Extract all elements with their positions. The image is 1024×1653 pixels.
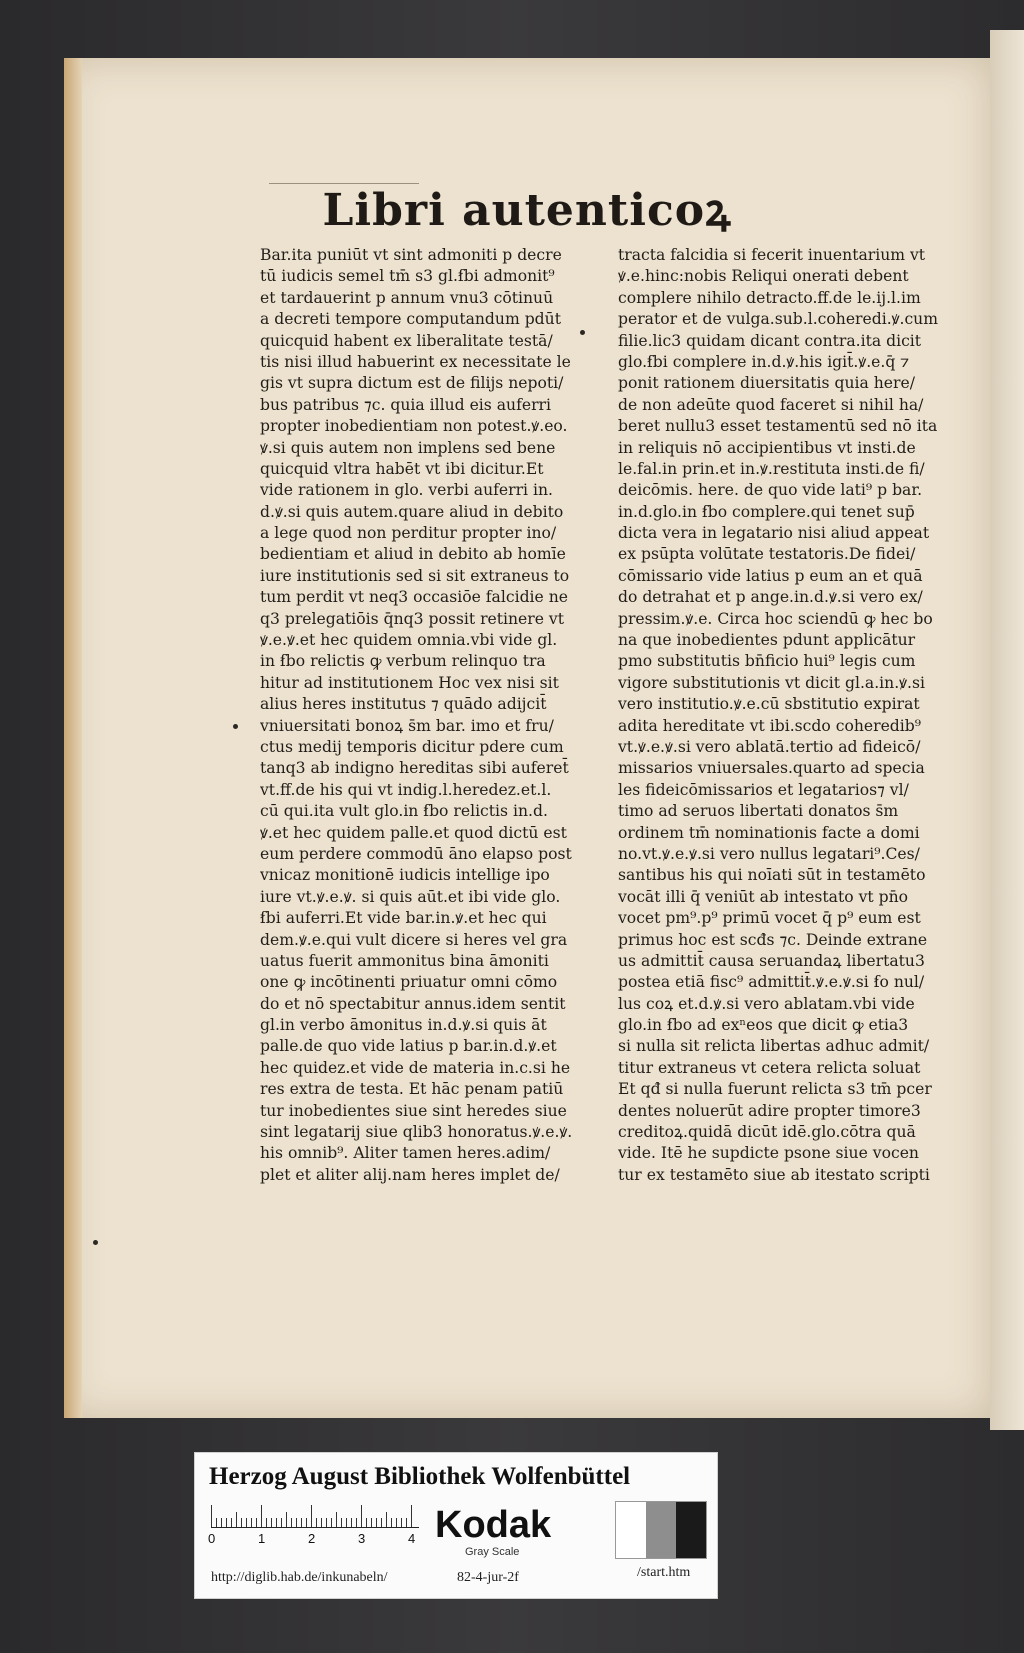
ruler-tick: [361, 1505, 362, 1527]
kodak-logo: Kodak: [435, 1504, 552, 1546]
ruler-tick: [211, 1505, 212, 1527]
ruler-tick: [371, 1518, 372, 1527]
gray-scale-label: Gray Scale: [465, 1546, 520, 1558]
text-line: us admittit̄ causa seruandaꝝ libertatu3: [618, 951, 925, 970]
text-line: dentes noluerūt adire propter timore3: [618, 1101, 921, 1120]
text-line: creditoꝝ.quidā dicūt idē.glo.cōtra quā: [618, 1123, 916, 1142]
swatch-black: [676, 1502, 706, 1558]
text-line: gl.in verbo āmonitus in.d.ꝟ.si quis āt: [260, 1016, 547, 1035]
ruler-tick: [401, 1518, 402, 1527]
text-line: in ẜbo relictis ꝙ verbum relinquo tra: [260, 652, 546, 671]
text-line: tracta falcidia si fecerit inuentarium vt: [618, 246, 926, 264]
text-line: in reliquis nō accipientibus vt insti.de: [618, 438, 916, 457]
ruler-tick: [276, 1518, 277, 1527]
ruler-tick: [311, 1505, 312, 1527]
ruler-tick: [301, 1518, 302, 1527]
swatch-white: [616, 1502, 646, 1558]
ruler-tick: [346, 1518, 347, 1527]
ruler-tick: [331, 1518, 332, 1527]
text-line: complere nihilo detracto.ff.de le.ij.l.im: [618, 288, 921, 307]
text-line: glo.ẜbi complere in.d.ꝟ.his igit̄.ꝟ.e.q̄ ⁊: [618, 352, 910, 371]
text-line: vocāt illi q̄ veniūt ab intestato vt pn̄o: [618, 887, 909, 906]
text-line: missarios vniuersales.quarto ad specia: [618, 759, 925, 778]
ruler-tick: [256, 1518, 257, 1527]
ruler-tick: [281, 1518, 282, 1527]
text-line: adita hereditate vt ibi.scdo coheredib⁹: [618, 716, 922, 735]
text-line: q3 prelegatiōis q̄nq3 possit retinere vt: [260, 609, 565, 628]
text-line: do et nō spectabitur annus.idem sentit: [260, 994, 566, 1013]
scale-number: 3: [358, 1531, 366, 1546]
text-line: tū iudicis semel tm̄ s3 gl.ẜbi admonit⁹: [260, 267, 555, 286]
ink-dot: [580, 330, 585, 335]
text-line: palle.de quo vide latius p bar.in.d.ꝟ.et: [260, 1037, 557, 1056]
text-line: vt.ꝟ.e.ꝟ.si vero ablatā.tertio ad fideicō/: [618, 737, 921, 756]
library-name: Herzog August Bibliothek Wolfenbüttel: [209, 1463, 631, 1490]
text-line: tis nisi illud habuerint ex necessitate le: [260, 352, 571, 371]
ruler-tick: [321, 1518, 322, 1527]
ruler-tick: [306, 1518, 307, 1527]
ruler-tick: [341, 1518, 342, 1527]
text-line: a decreti tempore computandum pdūt: [260, 310, 561, 329]
scale-number: 2: [308, 1531, 316, 1546]
ruler-tick: [376, 1518, 377, 1527]
ruler-tick: [406, 1518, 407, 1527]
text-line: ẜbi auferri.Et vide bar.in.ꝟ.et hec qui: [260, 909, 547, 928]
text-line: d.ꝟ.si quis autem.quare aliud in debito: [260, 502, 564, 521]
ruler-tick: [386, 1512, 387, 1527]
adjacent-page-edge: [990, 30, 1024, 1430]
text-line: ꝟ.et hec quidem palle.et quod dictū est: [260, 823, 567, 842]
ruler-tick: [326, 1518, 327, 1527]
ruler-tick: [216, 1518, 217, 1527]
page-title: Libri autenticoꝝ: [322, 185, 732, 236]
text-line: res extra de testa. Et hāc penam patiū: [260, 1080, 564, 1099]
text-line: no.vt.ꝟ.e.ꝟ.si vero nullus legatari⁹.Ces/: [618, 844, 920, 863]
text-line: bus patribus ⁊c. quia illud eis auferri: [260, 395, 551, 414]
left-text-column: [260, 245, 604, 1186]
text-line: ctus medij temporis dicitur pdere cum: [260, 737, 564, 756]
text-line: one ꝙ incōtinenti priuatur omni cōmo: [260, 973, 558, 992]
text-line: filie.lic3 quidam dicant contra.ita dicit: [618, 331, 922, 350]
text-line: ꝟ.e.hinc:nobis Reliqui onerati debent: [618, 267, 909, 286]
gray-swatches: [615, 1501, 707, 1559]
text-line: postea etiā fisc⁹ admittit̄.ꝟ.e.ꝟ.si ẜo nul/: [618, 973, 925, 992]
ruler-tick: [246, 1518, 247, 1527]
ruler-tick: [266, 1518, 267, 1527]
text-line: bedientiam et aliud in debito ab homīe: [260, 545, 566, 564]
text-line: ꝟ.si quis autem non implens sed bene: [260, 438, 556, 457]
text-line: quicquid vltra habēt vt ibi dicitur.Et: [260, 459, 544, 478]
text-line: vero institutio.ꝟ.e.cū sbstitutio expirat: [618, 695, 920, 714]
ruler-tick: [411, 1505, 412, 1527]
text-line: vnicaz monitionē iudicis intellige ipo: [260, 866, 550, 885]
ruler-tick: [221, 1518, 222, 1527]
text-line: vocet pm⁹.p⁹ primū vocet q̄ p⁹ eum est: [618, 909, 921, 928]
text-line: tanq3 ab indigno hereditas sibi auferet̄: [260, 759, 569, 778]
ruler-tick: [251, 1518, 252, 1527]
text-line: vide. Itē he supdicte psone siue vocen: [618, 1144, 919, 1163]
text-line: et tardauerint p annum vnu3 cōtinuū: [260, 288, 554, 307]
shelf-signature: 82-4-jur-2f: [457, 1570, 519, 1585]
text-line: quicquid habent ex liberalitate testā/: [260, 331, 553, 350]
text-line: titur extraneus vt cetera relicta soluat: [618, 1058, 921, 1077]
text-line: iure institutionis sed si sit extraneus to: [260, 566, 570, 585]
text-line: lus coꝝ et.d.ꝟ.si vero ablatam.vbi vide: [618, 994, 915, 1013]
text-line: si nulla sit relicta libertas adhuc admit/: [618, 1037, 930, 1056]
ruler-tick: [391, 1518, 392, 1527]
ruler-tick: [291, 1518, 292, 1527]
text-line: tum perdit vt neq3 occasiōe falcidie ne: [260, 588, 568, 607]
text-line: cū qui.ita vult glo.in ẜbo relictis in.d.: [260, 802, 548, 821]
ink-dot: [233, 724, 238, 729]
ruler-tick: [261, 1505, 262, 1527]
ruler-tick: [336, 1512, 337, 1527]
start-link[interactable]: /start.htm: [637, 1565, 691, 1580]
text-line: ex psūpta volūtate testatoris.De fidei/: [618, 545, 916, 564]
text-line: alius heres institutus ⁊ quādo adijcit̄: [260, 695, 547, 714]
ruler-tick: [366, 1518, 367, 1527]
ink-dot: [93, 1240, 98, 1245]
source-url: http://diglib.hab.de/inkunabeln/: [211, 1570, 388, 1585]
text-line: plet et aliter alij.nam heres implet de/: [260, 1165, 560, 1184]
text-line: gis vt supra dictum est de filijs nepoti/: [260, 374, 564, 393]
text-line: a lege quod non perditur propter ino/: [260, 524, 557, 543]
text-line: perator et de vulga.sub.l.coheredi.ꝟ.cum: [618, 310, 939, 329]
text-line: primus hoc est scđs ⁊c. Deinde extrane: [618, 930, 928, 949]
text-line: hec quidez.et vide de materia in.c.si he: [260, 1058, 571, 1077]
text-line: uatus fuerit ammonitus bina āmoniti: [260, 951, 549, 970]
text-line: do detrahat et p ange.in.d.ꝟ.si vero ex/: [618, 588, 923, 607]
ruler-tick: [316, 1518, 317, 1527]
text-line: Bar.ita puniūt vt sint admoniti p decre: [260, 246, 562, 264]
swatch-gray: [646, 1502, 676, 1558]
ruler-tick: [381, 1518, 382, 1527]
scale-number: 0: [208, 1531, 216, 1546]
text-line: beret nullu3 esset testamentū sed nō ita: [618, 417, 938, 436]
scale-ruler: [211, 1505, 419, 1528]
text-line: Et qđ si nulla fuerunt relicta s3 tm̄ pcer: [618, 1080, 932, 1099]
text-line: vt.ff.de his qui vt indig.l.heredez.et.l.: [260, 780, 552, 799]
text-line: le.fal.in prin.et in.ꝟ.restituta insti.de fi/: [618, 459, 925, 478]
ruler-tick: [236, 1512, 237, 1527]
text-line: tur inobedientes siue sint heredes siue: [260, 1101, 567, 1120]
text-line: vigore substitutionis vt dicit gl.a.in.ꝟ.si: [618, 673, 925, 692]
text-line: ꝟ.e.ꝟ.et hec quidem omnia.vbi vide gl.: [260, 631, 558, 650]
text-line: ponit rationem diuersitatis quia here/: [618, 374, 915, 393]
text-line: dem.ꝟ.e.qui vult dicere si heres vel gra: [260, 930, 568, 949]
text-line: vniuersitati bonoꝝ s̄m bar. imo et fru/: [260, 716, 554, 735]
book-page: [64, 58, 990, 1418]
right-text-column: [618, 245, 976, 1186]
text-line: timo ad seruos libertati donatos s̄m: [618, 802, 899, 821]
scale-numbers: [208, 1531, 421, 1549]
text-line: pressim.ꝟ.e. Circa hoc sciendū ꝙ hec bo: [618, 609, 933, 628]
text-line: ordinem tm̄ nominationis facte a domi: [618, 823, 920, 842]
text-line: iure vt.ꝟ.e.ꝟ. si quis aūt.et ibi vide glo.: [260, 887, 561, 906]
text-line: vide rationem in glo. verbi auferri in.: [260, 481, 553, 500]
ruler-tick: [286, 1512, 287, 1527]
text-line: his omnib⁹. Aliter tamen heres.adim/: [260, 1144, 551, 1163]
ruler-tick: [356, 1518, 357, 1527]
ruler-tick: [296, 1518, 297, 1527]
ruler-tick: [226, 1518, 227, 1527]
ruler-tick: [241, 1518, 242, 1527]
text-line: pmo substitutis bn̄ficio hui⁹ legis cum: [618, 652, 916, 671]
text-line: eum perdere commodū āno elapso post: [260, 844, 572, 863]
text-line: sint legatarij siue qlib3 honoratus.ꝟ.e.ꝟ.: [260, 1123, 573, 1142]
text-line: hitur ad institutionem Hoc vex nisi sit: [260, 673, 559, 692]
text-line: glo.in ẜbo ad exⁿeos que dicit ꝙ etia3: [618, 1016, 909, 1035]
text-line: dicta vera in legatario nisi aliud appeat: [618, 524, 930, 543]
text-line: propter inobedientiam non potest.ꝟ.eo.: [260, 417, 568, 436]
ruler-tick: [231, 1518, 232, 1527]
text-line: santibus his qui noīati sūt in testamēto: [618, 866, 926, 885]
ruler-tick: [271, 1518, 272, 1527]
text-line: tur ex testamēto siue ab itestato scripti: [618, 1165, 930, 1184]
text-line: deicōmis. here. de quo vide lati⁹ p bar.: [618, 481, 923, 500]
text-line: de non adeūte quod faceret si nihil ha/: [618, 395, 924, 414]
text-line: cōmissario vide latius p eum an et quā: [618, 566, 923, 585]
ruler-tick: [351, 1518, 352, 1527]
ruler-tick: [396, 1518, 397, 1527]
text-line: in.d.glo.in ẜbo complere.qui tenet sup̄: [618, 502, 915, 521]
text-line: na que inobedientes pdunt applicātur: [618, 631, 916, 650]
color-target-card: [194, 1452, 718, 1599]
scale-number: 4: [408, 1531, 416, 1546]
scale-number: 1: [258, 1531, 266, 1546]
text-line: les fideicōmissarios et legatarios⁊ vl/: [618, 780, 909, 799]
